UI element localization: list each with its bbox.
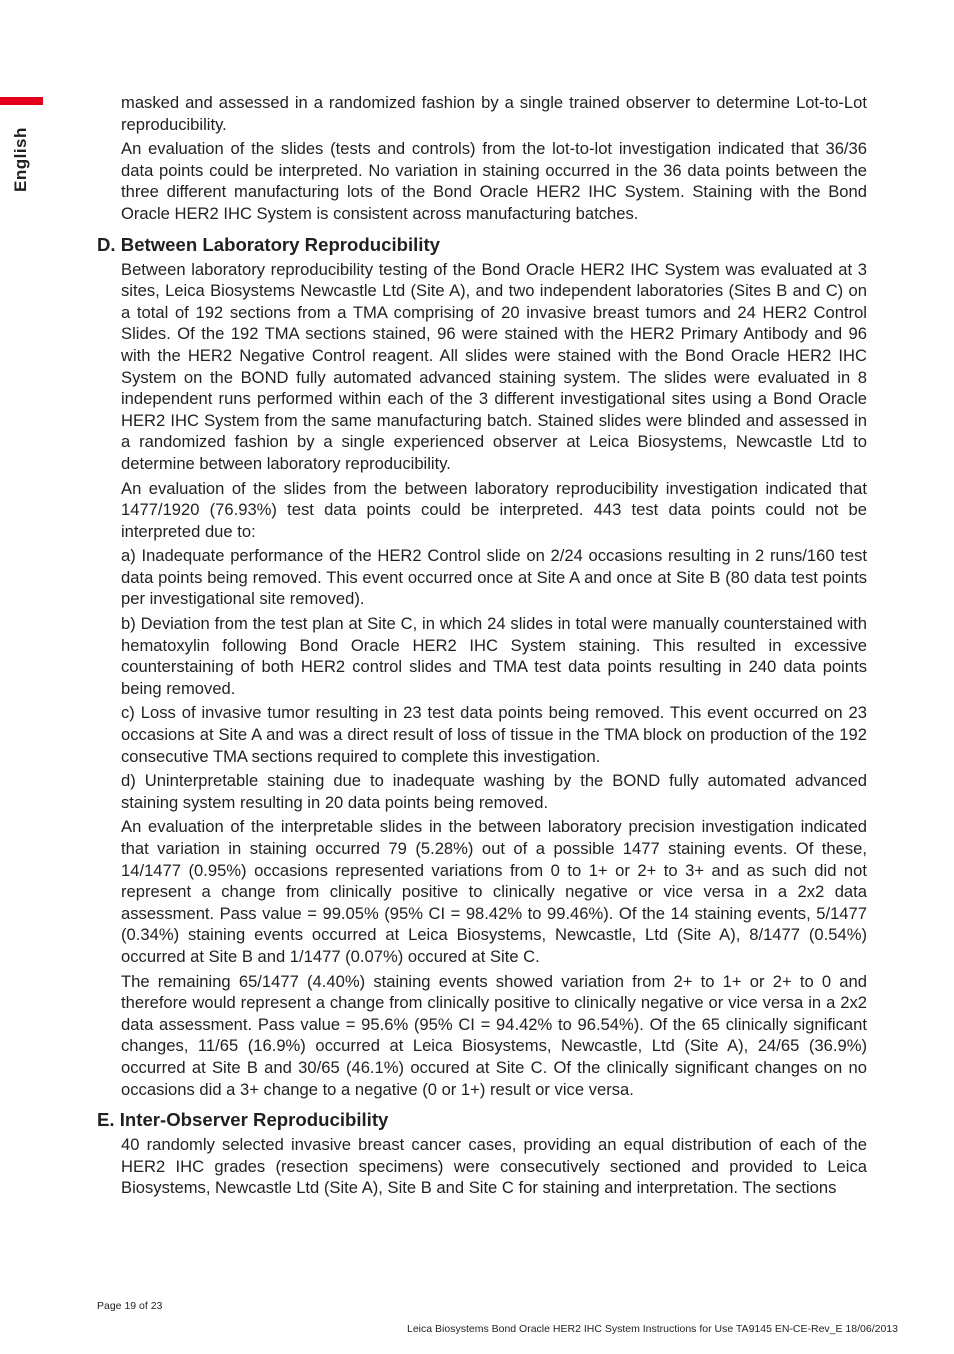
section-d-paragraph-8: The remaining 65/1477 (4.40%) staining events showed variation from 2+ to 1+ or 2+ to 0 and therefore would represent a change from clinically positive to clinically negative or vice versa in a 2x2 data assessment. Pass value = 95.6% (95% CI = 94.42% to 96.54%). Of the 65 clinically significant changes, 11/65 (16.9%) occurred at Leica Biosystems, Newcastle, Ltd (Site A), 24/65 (36.9%) occurred at Site B and 30/65 (46.1%) occured at Site C. Of the clinically significant changes on no occasions did a 3+ change to a negative (0 or 1+) result or vice versa. <box>121 971 867 1099</box>
section-d-heading: D. Between Laboratory Reproducibility <box>97 233 441 255</box>
section-d-item-c: c) Loss of invasive tumor resulting in 23 test data points being removed. This event occurred on 23 occasions at Site A and was a direct result of loss of tissue in the TMA block on production of the 192 consecutive TMA sections required to complete this investigation. <box>121 703 867 766</box>
section-d-item-d: d) Uninterpretable staining due to inadequate washing by the BOND fully automated advanced staining system resulting in 20 data points being removed. <box>121 771 867 812</box>
intro-paragraph-1: masked and assessed in a randomized fashion by a single trained observer to determine Lot-to-Lot reproducibility. <box>121 93 867 134</box>
section-d-item-b: b) Deviation from the test plan at Site C, in which 24 slides in total were manually counterstained with hematoxylin following Bond Oracle HER2 IHC System staining. This resulted in excessive counterstaining of both HER2 control slides and TMA test data points resulting in 240 data points being removed. <box>121 614 867 698</box>
section-d-paragraph-1: Between laboratory reproducibility testing of the Bond Oracle HER2 IHC System was evaluated at 3 sites, Leica Biosystems Newcastle Ltd (Site A), and two independent laboratories (Sites B and C) on a total of 192 sections from a TMA comprising of 20 invasive breast tumors and 24 HER2 Control Slides. Of the 192 TMA sections stained, 96 were stained with the HER2 Primary Antibody and 96 with the HER2 Negative Control reagent. All slides were stained with the Bond Oracle HER2 IHC System on the BOND fully automated advanced staining system. The slides were evaluated in 8 independent runs performed within each of the 3 different investigational sites using a Bond Oracle HER2 IHC System from the same manufacturing batch. Stained slides were blinded and assessed in a randomized fashion by a single experienced observer at Leica Biosystems, Newcastle Ltd to determine between laboratory reproducibility. <box>121 259 867 473</box>
section-d-paragraph-2: An evaluation of the slides from the between laboratory reproducibility investigation indicated that 1477/1920 (76.93%) test data points could be interpreted. 443 test data points could not be interpreted due to: <box>121 478 867 541</box>
document-info: Leica Biosystems Bond Oracle HER2 IHC System Instructions for Use TA9145 EN-CE-Rev_E 18/06/2013 <box>407 1323 898 1335</box>
section-d-item-a: a) Inadequate performance of the HER2 Control slide on 2/24 occasions resulting in 2 runs/160 test data points being removed. This event occurred once at Site A and once at Site B (80 data test points per investigational site removed). <box>121 546 867 609</box>
section-e-heading: E. Inter-Observer Reproducibility <box>97 1109 389 1131</box>
language-tab-marker <box>0 97 43 105</box>
section-e-paragraph-1: 40 randomly selected invasive breast cancer cases, providing an equal distribution of each of the HER2 IHC grades (resection specimens) were consecutively sectioned and provided to Leica Biosystems, Newcastle Ltd (Site A), Site B and Site C for staining and interpretation. The sections <box>121 1135 867 1198</box>
page-number: Page 19 of 23 <box>97 1300 163 1312</box>
document-body <box>97 92 867 1202</box>
language-label: English <box>11 127 30 192</box>
section-d-paragraph-7: An evaluation of the interpretable slides in the between laboratory precision investigation indicated that variation in staining occurred 79 (5.28%) out of a possible 1477 staining events. Of these, 14/1477 (0.95%) occasions represented variations from 0 to 1+ or 2+ to 3+ and as such did not represent a change from clinically positive to clinically negative or vice versa in a 2x2 data assessment. Pass value = 99.05% (95% CI = 98.42% to 99.46%). Of the 14 staining events, 5/1477 (0.34%) staining events occurred at Leica Biosystems, Newcastle, Ltd (Site A), 8/1477 (0.54%) occurred at Site B and 1/1477 (0.07%) occured at Site C. <box>121 817 867 966</box>
intro-paragraph-2: An evaluation of the slides (tests and controls) from the lot-to-lot investigation indicated that 36/36 data points could be interpreted. No variation in staining occurred in the 36 data points between the three different manufacturing lots of the Bond Oracle HER2 IHC System. Staining with the Bond Oracle HER2 IHC System is consistent across manufacturing batches. <box>121 139 867 223</box>
